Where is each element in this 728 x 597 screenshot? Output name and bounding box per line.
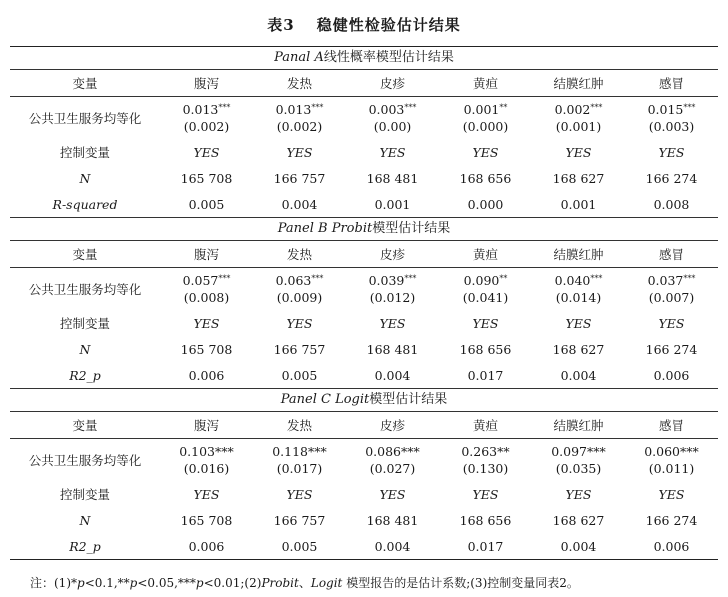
significance-stars: *** [311, 103, 324, 112]
panel-title-model: Panel B Probit [277, 221, 373, 236]
coef-cell [625, 101, 718, 135]
coef-value: 0.063 [275, 273, 312, 288]
row-label: 公共卫生服务均等化 [28, 453, 142, 468]
coef-cell [160, 101, 253, 135]
control-row-cell: YES [379, 315, 406, 331]
std-error: (0.000) [462, 119, 509, 134]
coef-value: 0.002 [554, 102, 591, 117]
control-row-cell: YES [379, 486, 406, 502]
panel-title [10, 389, 718, 411]
n-row [10, 507, 718, 533]
std-error: (0.012) [369, 290, 416, 305]
panel-title [10, 218, 718, 240]
control-row-cell: YES [658, 144, 685, 160]
stat-row-cell: 0.008 [653, 196, 690, 212]
row-label: N [79, 512, 91, 528]
coef-cell [625, 272, 718, 306]
row-label: 控制变量 [59, 316, 110, 331]
coef-value: 0.263** [461, 444, 510, 459]
coef-value-line [346, 101, 439, 118]
header-row [10, 241, 718, 267]
coef-value: 0.057 [182, 273, 219, 288]
n-row [10, 336, 718, 362]
table-caption: 稳健性检验估计结果 [316, 16, 461, 34]
std-error: (0.003) [648, 119, 695, 134]
table-title [0, 14, 728, 35]
coef-cell [439, 272, 532, 306]
significance-stars: *** [404, 103, 417, 112]
significance-stars: *** [683, 103, 696, 112]
control-row-cell: YES [286, 144, 313, 160]
coef-cell [253, 101, 346, 135]
row-label: N [79, 170, 91, 186]
row-label: 控制变量 [59, 145, 110, 160]
std-error: (0.035) [555, 461, 602, 476]
significance-stars: *** [683, 274, 696, 283]
significance-stars: ** [499, 274, 508, 283]
stat-row-cell: 0.001 [560, 196, 597, 212]
std-error: (0.007) [648, 290, 695, 305]
control-row-cell: YES [193, 144, 220, 160]
significance-stars: *** [218, 274, 231, 283]
stat-row-cell: 0.004 [560, 367, 597, 383]
coef-value: 0.037 [647, 273, 684, 288]
std-error: (0.002) [276, 119, 323, 134]
panel-title-text: 线性概率模型估计结果 [323, 50, 454, 65]
n-row-cell: 166 757 [273, 170, 326, 186]
coef-value: 0.060*** [644, 444, 699, 459]
coef-value: 0.001 [463, 102, 500, 117]
row-label: R2_p [69, 538, 101, 554]
coef-value: 0.097*** [551, 444, 606, 459]
column-header: 感冒 [658, 76, 684, 91]
stat-row-cell: 0.017 [467, 538, 504, 554]
coef-value: 0.015 [647, 102, 684, 117]
std-error: (0.002) [183, 119, 230, 134]
stat-row-cell: 0.006 [653, 367, 690, 383]
coef-value: 0.086*** [365, 444, 420, 459]
control-row-cell: YES [472, 315, 499, 331]
n-row-cell: 166 757 [273, 512, 326, 528]
coef-cell [160, 272, 253, 306]
panel-title-model: Panal A [274, 50, 324, 65]
coef-row [10, 97, 718, 139]
control-row [10, 481, 718, 507]
n-row-cell: 166 274 [645, 170, 698, 186]
coef-value-line [253, 443, 346, 460]
column-header: 结膜红肿 [553, 418, 604, 433]
n-row-cell: 168 656 [459, 170, 512, 186]
stat-row-cell: 0.000 [467, 196, 504, 212]
panel-bottom-rule [10, 559, 718, 560]
stat-row-cell: 0.004 [281, 196, 318, 212]
n-row-cell: 168 481 [366, 341, 419, 357]
significance-stars: *** [218, 103, 231, 112]
coef-value-line [532, 443, 625, 460]
coef-cell [439, 101, 532, 135]
regression-table [10, 46, 718, 560]
coef-value-line [625, 443, 718, 460]
coef-value-line [160, 443, 253, 460]
std-error: (0.016) [183, 461, 230, 476]
coef-cell [160, 443, 253, 477]
coef-cell [346, 443, 439, 477]
coef-value: 0.103*** [179, 444, 234, 459]
n-row-cell: 168 627 [552, 512, 605, 528]
stat-row-cell: 0.004 [374, 538, 411, 554]
n-row-cell: 168 481 [366, 170, 419, 186]
column-header: 皮疹 [379, 76, 405, 91]
coef-value-line [253, 272, 346, 289]
column-header: 变量 [72, 247, 98, 262]
n-row-cell: 168 656 [459, 512, 512, 528]
row-label: N [79, 341, 91, 357]
coef-value-line [346, 272, 439, 289]
column-header: 感冒 [658, 247, 684, 262]
std-error: (0.014) [555, 290, 602, 305]
coef-cell [346, 272, 439, 306]
column-header: 皮疹 [379, 247, 405, 262]
coef-value: 0.013 [182, 102, 219, 117]
significance-stars: *** [590, 103, 603, 112]
coef-cell [625, 443, 718, 477]
column-header: 黄疸 [472, 76, 498, 91]
std-error: (0.041) [462, 290, 509, 305]
n-row-cell: 165 708 [180, 341, 233, 357]
n-row-cell: 166 274 [645, 512, 698, 528]
coef-value: 0.040 [554, 273, 591, 288]
stat-row-cell: 0.006 [653, 538, 690, 554]
column-header: 腹泻 [193, 76, 219, 91]
control-row-cell: YES [193, 315, 220, 331]
column-header: 发热 [286, 76, 312, 91]
stat-row-cell: 0.004 [374, 367, 411, 383]
significance-stars: ** [499, 103, 508, 112]
stat-row [10, 362, 718, 388]
coef-value-line [532, 272, 625, 289]
coef-value-line [439, 272, 532, 289]
std-error: (0.130) [462, 461, 509, 476]
panel-title [10, 47, 718, 69]
coef-cell [532, 101, 625, 135]
row-label: 控制变量 [59, 487, 110, 502]
panel-title-model: Panel C Logit [280, 392, 370, 407]
control-row-cell: YES [565, 315, 592, 331]
stat-row-cell: 0.006 [188, 367, 225, 383]
stat-row [10, 533, 718, 559]
row-label: R2_p [69, 367, 101, 383]
coef-cell [532, 443, 625, 477]
significance-stars: *** [311, 274, 324, 283]
coef-value-line [439, 101, 532, 118]
column-header: 腹泻 [193, 247, 219, 262]
n-row-cell: 168 656 [459, 341, 512, 357]
std-error: (0.027) [369, 461, 416, 476]
n-row-cell: 168 627 [552, 170, 605, 186]
coef-value-line [253, 101, 346, 118]
coef-value-line [346, 443, 439, 460]
control-row [10, 139, 718, 165]
stat-row-cell: 0.006 [188, 538, 225, 554]
column-header: 黄疸 [472, 418, 498, 433]
row-label: R-squared [52, 196, 118, 212]
n-row-cell: 166 274 [645, 341, 698, 357]
row-label: 公共卫生服务均等化 [28, 282, 142, 297]
control-row-cell: YES [286, 486, 313, 502]
std-error: (0.009) [276, 290, 323, 305]
stat-row-cell: 0.001 [374, 196, 411, 212]
header-row [10, 70, 718, 96]
coef-value: 0.039 [368, 273, 405, 288]
column-header: 结膜红肿 [553, 247, 604, 262]
control-row-cell: YES [193, 486, 220, 502]
significance-stars: *** [590, 274, 603, 283]
control-row-cell: YES [658, 486, 685, 502]
coef-cell [253, 272, 346, 306]
coef-value-line [160, 272, 253, 289]
coef-value-line [439, 443, 532, 460]
coef-value: 0.118*** [272, 444, 327, 459]
coef-value-line [160, 101, 253, 118]
column-header: 变量 [72, 418, 98, 433]
column-header: 发热 [286, 247, 312, 262]
n-row-cell: 168 627 [552, 341, 605, 357]
coef-cell [532, 272, 625, 306]
coef-cell [253, 443, 346, 477]
coef-cell [346, 101, 439, 135]
coef-row [10, 439, 718, 481]
n-row-cell: 165 708 [180, 512, 233, 528]
control-row-cell: YES [565, 486, 592, 502]
stat-row-cell: 0.005 [281, 538, 318, 554]
coef-row [10, 268, 718, 310]
std-error: (0.011) [648, 461, 695, 476]
panel-title-text: 模型估计结果 [372, 221, 451, 236]
column-header: 变量 [72, 76, 98, 91]
n-row-cell: 166 757 [273, 341, 326, 357]
control-row-cell: YES [472, 486, 499, 502]
std-error: (0.001) [555, 119, 602, 134]
panel-title-text: 模型估计结果 [369, 392, 448, 407]
coef-value: 0.003 [368, 102, 405, 117]
std-error: (0.017) [276, 461, 323, 476]
coef-value-line [625, 272, 718, 289]
coef-value-line [532, 101, 625, 118]
column-header: 腹泻 [193, 418, 219, 433]
coef-value: 0.013 [275, 102, 312, 117]
stat-row-cell: 0.005 [281, 367, 318, 383]
stat-row [10, 191, 718, 217]
stat-row-cell: 0.017 [467, 367, 504, 383]
significance-stars: *** [404, 274, 417, 283]
column-header: 黄疸 [472, 247, 498, 262]
control-row [10, 310, 718, 336]
coef-value: 0.090 [463, 273, 500, 288]
control-row-cell: YES [379, 144, 406, 160]
header-row [10, 412, 718, 438]
control-row-cell: YES [565, 144, 592, 160]
column-header: 感冒 [658, 418, 684, 433]
n-row-cell: 165 708 [180, 170, 233, 186]
row-label: 公共卫生服务均等化 [28, 111, 142, 126]
coef-value-line [625, 101, 718, 118]
std-error: (0.00) [373, 119, 412, 134]
stat-row-cell: 0.005 [188, 196, 225, 212]
control-row-cell: YES [658, 315, 685, 331]
n-row [10, 165, 718, 191]
column-header: 结膜红肿 [553, 76, 604, 91]
column-header: 皮疹 [379, 418, 405, 433]
control-row-cell: YES [286, 315, 313, 331]
table-number: 表3 [267, 16, 295, 34]
coef-cell [439, 443, 532, 477]
column-header: 发热 [286, 418, 312, 433]
stat-row-cell: 0.004 [560, 538, 597, 554]
std-error: (0.008) [183, 290, 230, 305]
table-note: 注：(1)*p<0.1,**p<0.05,***p<0.01;(2)Probit、Logit 模型报告的是估计系数;(3)控制变量同表2。 [30, 576, 579, 590]
n-row-cell: 168 481 [366, 512, 419, 528]
control-row-cell: YES [472, 144, 499, 160]
